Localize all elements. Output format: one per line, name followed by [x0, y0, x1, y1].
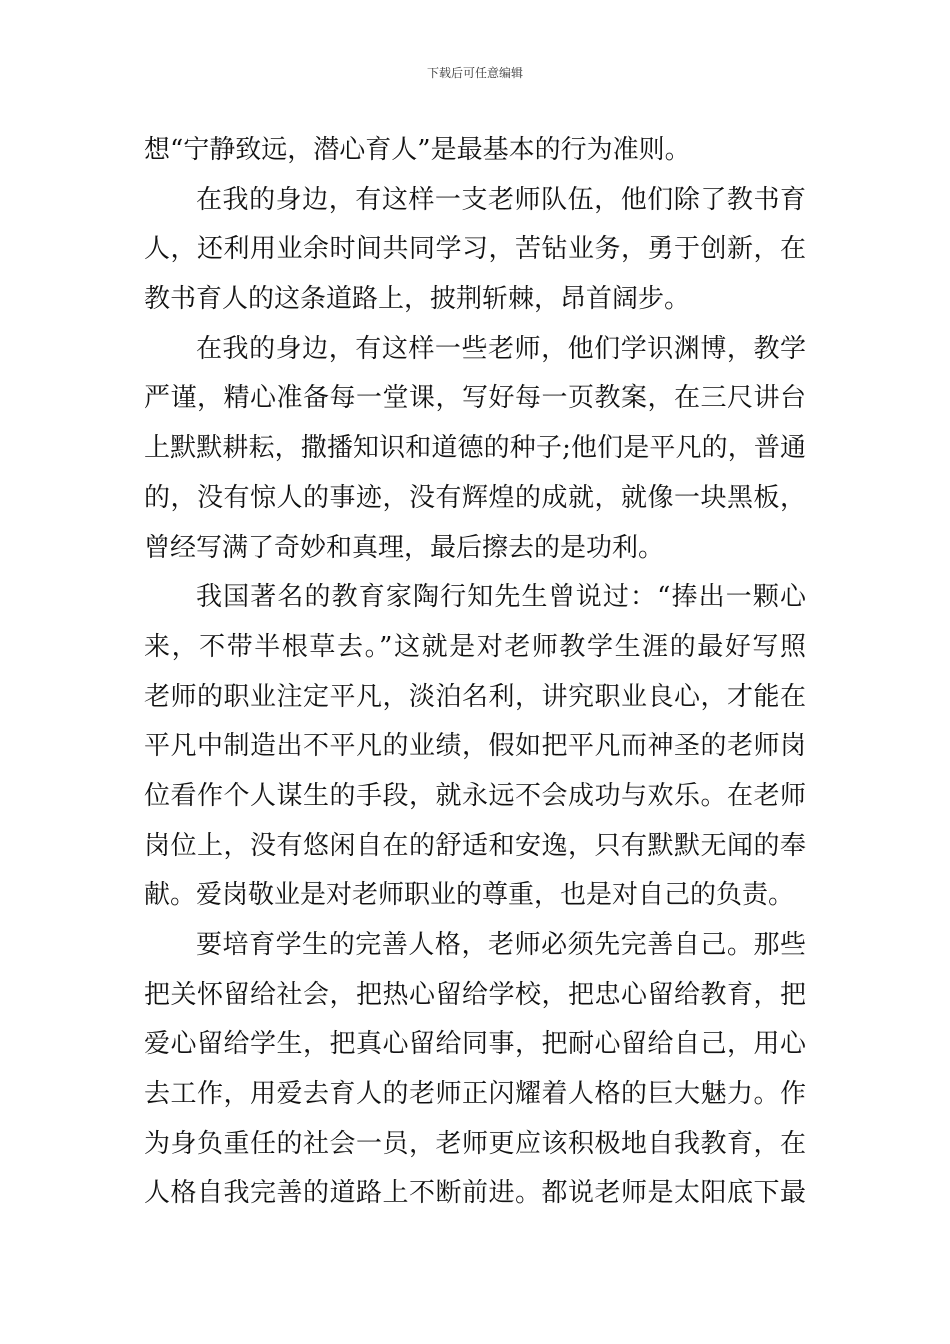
text-line: 为身负重任的社会一员，老师更应该积极地自我教育，在	[144, 1128, 806, 1159]
text-line: 要培育学生的完善人格，老师必须先完善自己。那些	[196, 930, 806, 960]
text-line: 上默默耕耘，撒播知识和道德的种子;他们是平凡的，普通	[144, 433, 806, 464]
text-line: 教书育人的这条道路上，披荆斩棘，昂首阔步。	[144, 284, 691, 315]
page-header: 下载后可任意编辑	[426, 66, 523, 80]
text-line: 来，不带半根草去。”这就是对老师教学生涯的最好写照	[144, 631, 806, 662]
text-line: 在我的身边，有这样一支老师队伍，他们除了教书育	[196, 184, 806, 215]
text-line: 去工作，用爱去育人的老师正闪耀着人格的巨大魅力。作	[144, 1079, 806, 1110]
text-line: 我国著名的教育家陶行知先生曾说过：“捧出一颗心	[196, 582, 806, 613]
text-line: 曾经写满了奇妙和真理，最后擦去的是功利。	[144, 532, 665, 563]
text-line: 位看作个人谋生的手段，就永远不会成功与欢乐。在老师	[144, 780, 806, 811]
text-line: 的，没有惊人的事迹，没有辉煌的成就，就像一块黑板，	[144, 482, 806, 513]
text-line: 老师的职业注定平凡，淡泊名利，讲究职业良心，才能在	[144, 681, 806, 712]
text-line: 在我的身边，有这样一些老师，他们学识渊博，教学	[196, 333, 806, 364]
document-body	[144, 126, 806, 1219]
text-line: 献。爱岗敬业是对老师职业的尊重，也是对自己的负责。	[144, 880, 795, 911]
text-line: 把关怀留给社会，把热心留给学校，把忠心留给教育，把	[144, 979, 806, 1010]
text-line: 严谨，精心准备每一堂课，写好每一页教案，在三尺讲台	[144, 383, 806, 414]
text-line: 岗位上，没有悠闲自在的舒适和安逸，只有默默无闻的奉	[144, 830, 806, 861]
text-line: 人，还利用业余时间共同学习，苦钻业务，勇于创新，在	[144, 234, 806, 265]
text-line: 想“宁静致远，潜心育人”是最基本的行为准则。	[144, 135, 691, 165]
text-line: 爱心留给学生，把真心留给同事，把耐心留给自己，用心	[144, 1029, 806, 1060]
text-line: 人格自我完善的道路上不断前进。都说老师是太阳底下最	[144, 1178, 806, 1209]
text-line: 平凡中制造出不平凡的业绩，假如把平凡而神圣的老师岗	[144, 731, 806, 762]
